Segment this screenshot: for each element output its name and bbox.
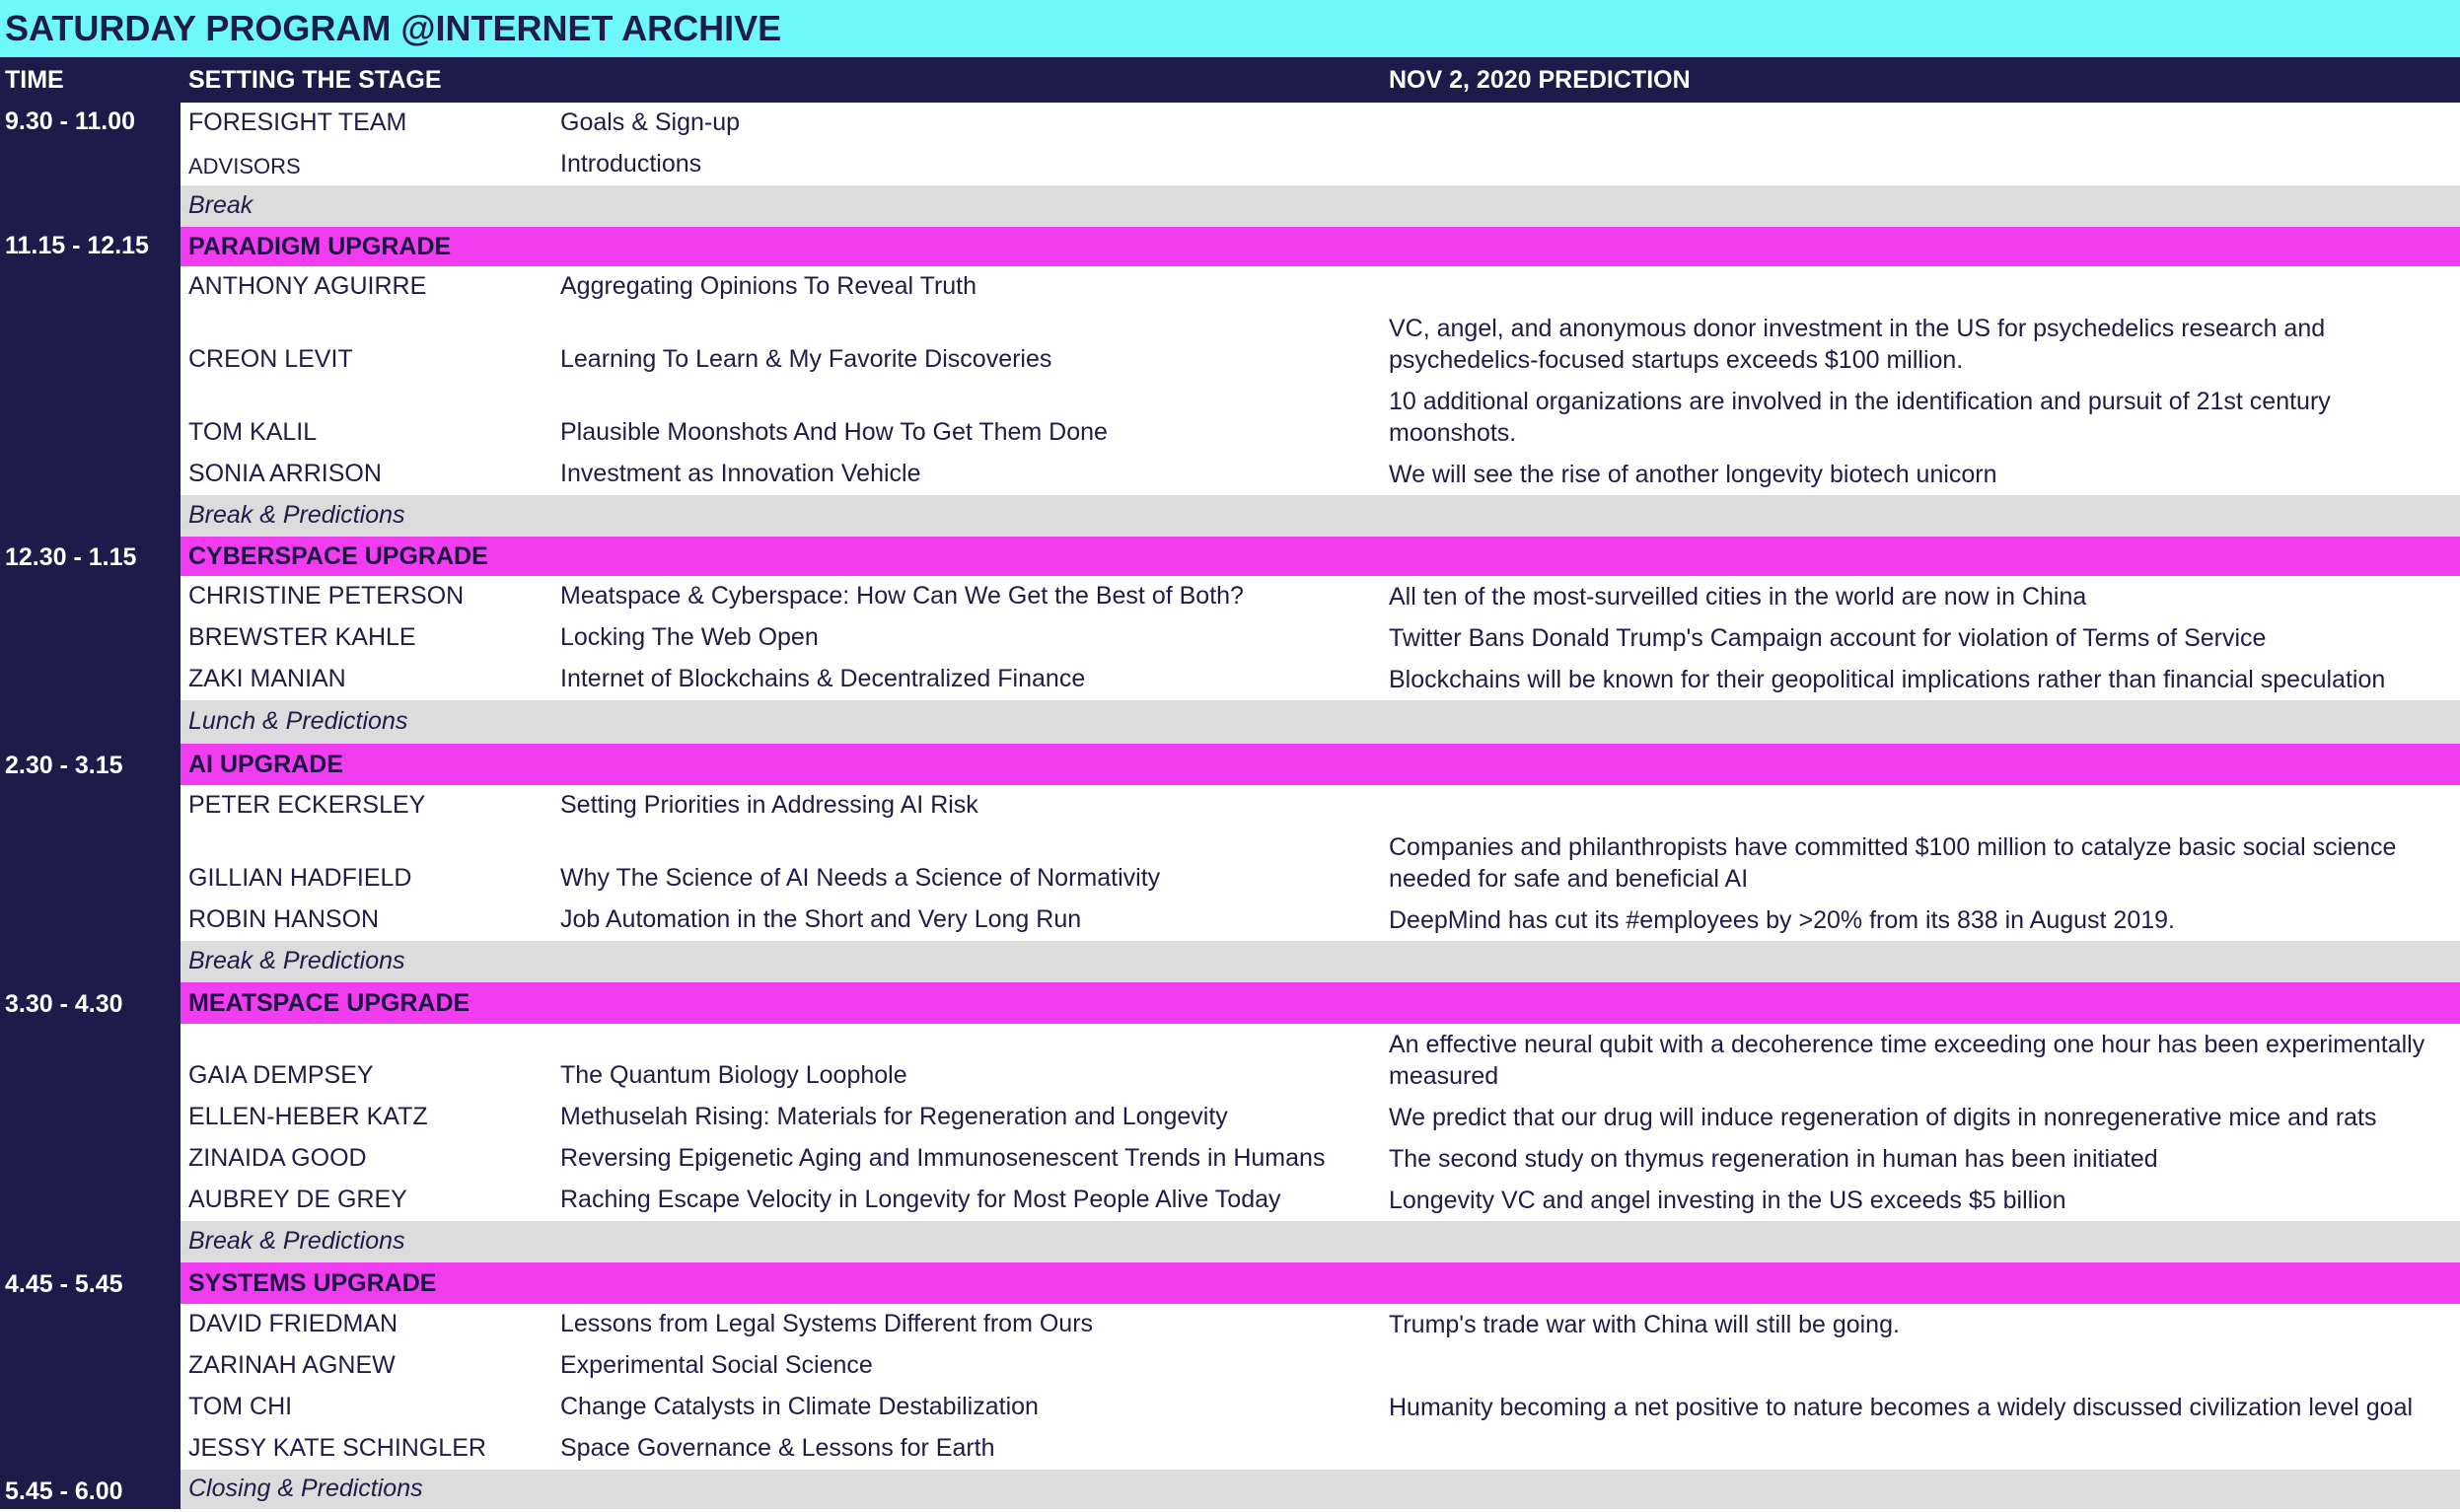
column-header-row	[0, 57, 2460, 103]
timeslot-label: 5.45 - 6.00	[5, 1477, 123, 1505]
timeslot-label: 9.30 - 11.00	[5, 108, 136, 135]
section-title: MEATSPACE UPGRADE	[188, 989, 470, 1017]
talk-title: Internet of Blockchains & Decentralized Finance	[560, 665, 1086, 692]
timeslot-label: 2.30 - 3.15	[5, 752, 123, 779]
session-row	[181, 576, 2460, 617]
talk-title: Methuselah Rising: Materials for Regeneration and Longevity	[560, 1103, 1228, 1130]
talk-title: Space Governance & Lessons for Earth	[560, 1434, 995, 1462]
talk-title: Locking The Web Open	[560, 623, 819, 651]
session-row	[181, 103, 2460, 144]
talk-title: Learning To Learn & My Favorite Discoveries	[560, 345, 1052, 373]
talk-title: Meatspace & Cyberspace: How Can We Get the Best of Both?	[560, 582, 1244, 610]
session-row	[181, 308, 2460, 381]
talk-title: Job Automation in the Short and Very Long Run	[560, 905, 1082, 933]
prediction-text: An effective neural qubit with a decoherence time exceeding one hour has been experimentally measured	[1389, 1031, 2425, 1090]
session-row	[181, 1024, 2460, 1097]
talk-title: Why The Science of AI Needs a Science of Normativity	[560, 864, 1161, 892]
break-row	[181, 941, 2460, 982]
prediction-text: DeepMind has cut its #employees by >20% from its 838 in August 2019.	[1389, 906, 2175, 934]
break-label: Break & Predictions	[188, 947, 405, 974]
prediction-text: All ten of the most-surveilled cities in the world are now in China	[1389, 583, 2087, 611]
prediction-text: Blockchains will be known for their geopolitical implications rather than financial speculation	[1389, 666, 2386, 693]
prediction-text: Humanity becoming a net positive to nature becomes a widely discussed civilization level goal	[1389, 1394, 2414, 1421]
section-title: PARADIGM UPGRADE	[188, 233, 452, 260]
section-header-row	[181, 537, 2460, 576]
break-row	[181, 185, 2460, 227]
section-title: AI UPGRADE	[188, 751, 343, 778]
speaker-name: ROBIN HANSON	[188, 905, 380, 933]
program-title: SATURDAY PROGRAM @INTERNET ARCHIVE	[0, 0, 2460, 57]
talk-title: Reversing Epigenetic Aging and Immunosenescent Trends in Humans	[560, 1144, 1326, 1172]
stage-column-header: SETTING THE STAGE	[188, 66, 442, 94]
speaker-name: TOM KALIL	[188, 418, 318, 446]
talk-title: Setting Priorities in Addressing AI Risk	[560, 791, 978, 819]
session-row	[181, 827, 2460, 900]
section-header-row	[181, 982, 2460, 1024]
session-row	[181, 1345, 2460, 1387]
section-title: CYBERSPACE UPGRADE	[188, 542, 488, 570]
timeslot-label: 4.45 - 5.45	[5, 1270, 123, 1298]
prediction-text: Companies and philanthropists have committed $100 million to catalyze basic social science needed for safe and beneficial AI	[1389, 833, 2397, 893]
talk-title: Introductions	[560, 150, 702, 178]
speaker-name: ZINAIDA GOOD	[188, 1144, 367, 1172]
talk-title: Aggregating Opinions To Reveal Truth	[560, 272, 977, 300]
prediction-text: VC, angel, and anonymous donor investment in the US for psychedelics research and psychedelics-focused startups exceeds $100 million.	[1389, 315, 2326, 374]
break-row	[181, 1470, 2460, 1509]
break-row	[181, 700, 2460, 744]
speaker-name: BREWSTER KAHLE	[188, 623, 416, 651]
speaker-name: AUBREY DE GREY	[188, 1186, 407, 1213]
talk-title: Investment as Innovation Vehicle	[560, 460, 921, 487]
speaker-name: ZARINAH AGNEW	[188, 1351, 396, 1379]
section-header-row	[181, 744, 2460, 785]
break-label: Break & Predictions	[188, 1227, 405, 1255]
talk-title: Goals & Sign-up	[560, 108, 741, 136]
session-row	[181, 266, 2460, 308]
session-row	[181, 1304, 2460, 1345]
timeslot-label: 3.30 - 4.30	[5, 990, 123, 1018]
session-row	[181, 1428, 2460, 1470]
break-label: Break	[188, 191, 253, 219]
speaker-name: PETER ECKERSLEY	[188, 791, 426, 819]
talk-title: Raching Escape Velocity in Longevity for Most People Alive Today	[560, 1186, 1281, 1213]
speaker-name: ADVISORS	[188, 154, 301, 179]
break-label: Break & Predictions	[188, 501, 405, 529]
break-row	[181, 495, 2460, 537]
prediction-text: We predict that our drug will induce regeneration of digits in nonregenerative mice and rats	[1389, 1104, 2377, 1131]
talk-title: Lessons from Legal Systems Different from Ours	[560, 1310, 1094, 1337]
prediction-text: 10 additional organizations are involved in the identification and pursuit of 21st century moonshots.	[1389, 388, 2331, 447]
timeslot-label: 11.15 - 12.15	[5, 232, 149, 259]
session-row	[181, 1097, 2460, 1138]
timeslot-label: 12.30 - 1.15	[5, 543, 137, 571]
session-row	[181, 617, 2460, 659]
speaker-name: JESSY KATE SCHINGLER	[188, 1434, 486, 1462]
session-row	[181, 1180, 2460, 1221]
session-row	[181, 454, 2460, 495]
speaker-name: ELLEN-HEBER KATZ	[188, 1103, 428, 1130]
session-row	[181, 785, 2460, 827]
talk-title: The Quantum Biology Loophole	[560, 1061, 907, 1089]
break-row	[181, 1221, 2460, 1262]
prediction-text: Twitter Bans Donald Trump's Campaign account for violation of Terms of Service	[1389, 624, 2267, 652]
section-header-row	[181, 227, 2460, 266]
prediction-text: The second study on thymus regeneration in human has been initiated	[1389, 1145, 2158, 1173]
session-row	[181, 900, 2460, 941]
speaker-name: GILLIAN HADFIELD	[188, 864, 412, 892]
session-row	[181, 1387, 2460, 1428]
talk-title: Change Catalysts in Climate Destabilization	[560, 1393, 1039, 1420]
prediction-text: Trump's trade war with China will still be going.	[1389, 1311, 1900, 1338]
speaker-name: FORESIGHT TEAM	[188, 108, 407, 136]
talk-title: Plausible Moonshots And How To Get Them Done	[560, 418, 1108, 446]
break-label: Lunch & Predictions	[188, 707, 408, 735]
session-row	[181, 144, 2460, 185]
session-row	[181, 381, 2460, 454]
prediction-text: Longevity VC and angel investing in the US exceeds $5 billion	[1389, 1187, 2066, 1214]
session-row	[181, 659, 2460, 700]
speaker-name: CREON LEVIT	[188, 345, 353, 373]
speaker-name: SONIA ARRISON	[188, 460, 382, 487]
section-header-row	[181, 1262, 2460, 1304]
speaker-name: TOM CHI	[188, 1393, 293, 1420]
speaker-name: DAVID FRIEDMAN	[188, 1310, 398, 1337]
prediction-text: We will see the rise of another longevity biotech unicorn	[1389, 461, 1997, 488]
session-row	[181, 1138, 2460, 1180]
speaker-name: ANTHONY AGUIRRE	[188, 272, 427, 300]
time-column-header: TIME	[5, 66, 64, 94]
section-title: SYSTEMS UPGRADE	[188, 1269, 437, 1297]
speaker-name: ZAKI MANIAN	[188, 665, 346, 692]
talk-title: Experimental Social Science	[560, 1351, 873, 1379]
speaker-name: GAIA DEMPSEY	[188, 1061, 374, 1089]
speaker-name: CHRISTINE PETERSON	[188, 582, 465, 610]
break-label: Closing & Predictions	[188, 1475, 423, 1502]
prediction-column-header: NOV 2, 2020 PREDICTION	[1389, 66, 1691, 94]
